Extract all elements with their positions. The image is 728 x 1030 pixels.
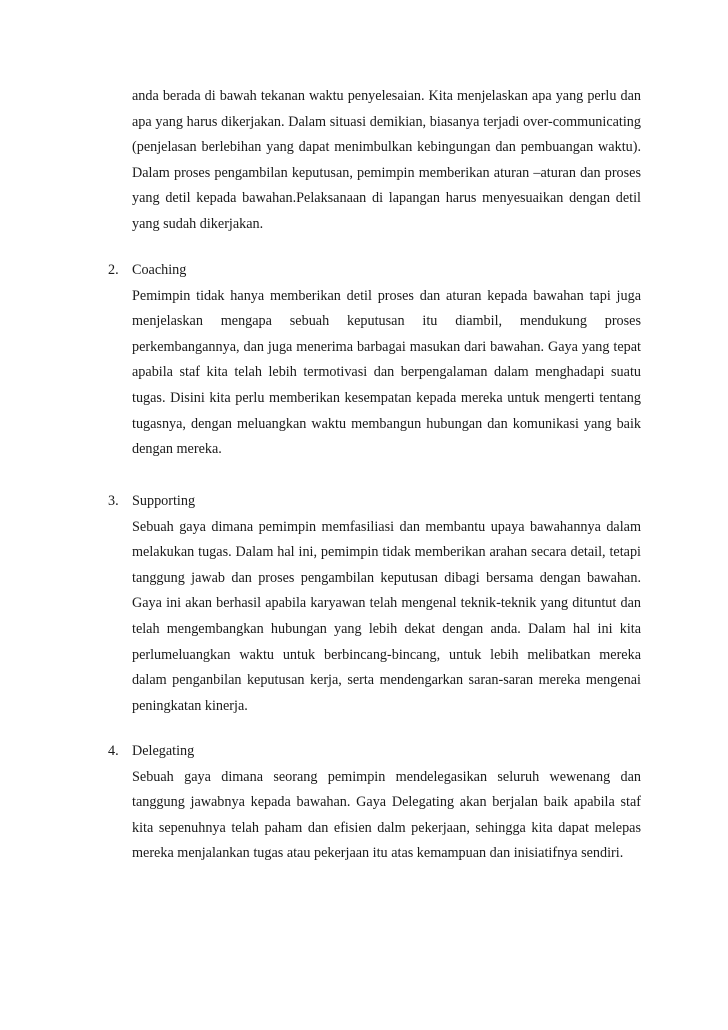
section-supporting bbox=[108, 489, 641, 719]
section-paragraph: Sebuah gaya dimana pemimpin memfasiliasi dan membantu upaya bawahannya dalam melakukan tugas. Dalam hal ini, pemimpin tidak memberikan arahan secara detail, tetapi tanggung jawab dan proses pengambilan keputusan dibagi bersama dengan bawahan. Gaya ini akan berhasil apabila karyawan telah mengenal teknik-teknik yang dituntut dan telah mengembangkan hubungan yang lebih dekat dengan anda. Dalam hal ini kita perlumeluangkan waktu untuk berbincang-bincang, untuk lebih melibatkan mereka dalam penganbilan keputusan kerja, serta mendengarkan saran-saran mereka mengenai peningkatan kinerja. bbox=[132, 518, 641, 714]
section-delegating bbox=[108, 739, 641, 867]
section-paragraph: Pemimpin tidak hanya memberikan detil proses dan aturan kepada bawahan tapi juga menjelaskan mengapa sebuah keputusan itu diambil, mendukung proses perkembangannya, dan juga menerima barbagai masukan dari bawahan. Gaya yang tepat apabila staf kita telah lebih termotivasi dan berpengalaman dalam menghadapi suatu tugas. Disini kita perlu memberikan kesempatan kepada mereka untuk mengerti tentang tugasnya, dengan meluangkan waktu membangun hubungan dan komunikasi yang baik dengan mereka. bbox=[132, 287, 641, 458]
section-coaching bbox=[108, 258, 641, 463]
section-number: 4. bbox=[108, 743, 119, 759]
section-heading bbox=[108, 489, 641, 515]
intro-paragraph: anda berada di bawah tekanan waktu penyelesaian. Kita menjelaskan apa yang perlu dan apa yang harus dikerjakan. Dalam situasi demikian, biasanya terjadi over-communicating (penjelasan berlebihan yang dapat menimbulkan kebingungan dan pembuangan waktu). Dalam proses pengambilan keputusan, pemimpin memberikan aturan –aturan dan proses yang detil kepada bawahan.Pelaksanaan di lapangan harus menyesuaikan dengan detil yang sudah dikerjakan. bbox=[132, 88, 641, 232]
section-heading bbox=[108, 739, 641, 765]
section-title: Coaching bbox=[132, 262, 187, 278]
section-paragraph: Sebuah gaya dimana seorang pemimpin mendelegasikan seluruh wewenang dan tanggung jawabnya kepada bawahan. Gaya Delegating akan berjalan baik apabila staf kita sepenuhnya telah paham dan efisien dalm pekerjaan, sehingga kita dapat melepas mereka menjalankan tugas atau pekerjaan itu atas kemampuan dan inisiatifnya sendiri. bbox=[132, 768, 641, 862]
section-number: 2. bbox=[108, 262, 119, 278]
section-title: Supporting bbox=[132, 493, 196, 509]
section-title: Delegating bbox=[132, 743, 195, 759]
section-heading bbox=[108, 258, 641, 284]
section-number: 3. bbox=[108, 493, 119, 509]
